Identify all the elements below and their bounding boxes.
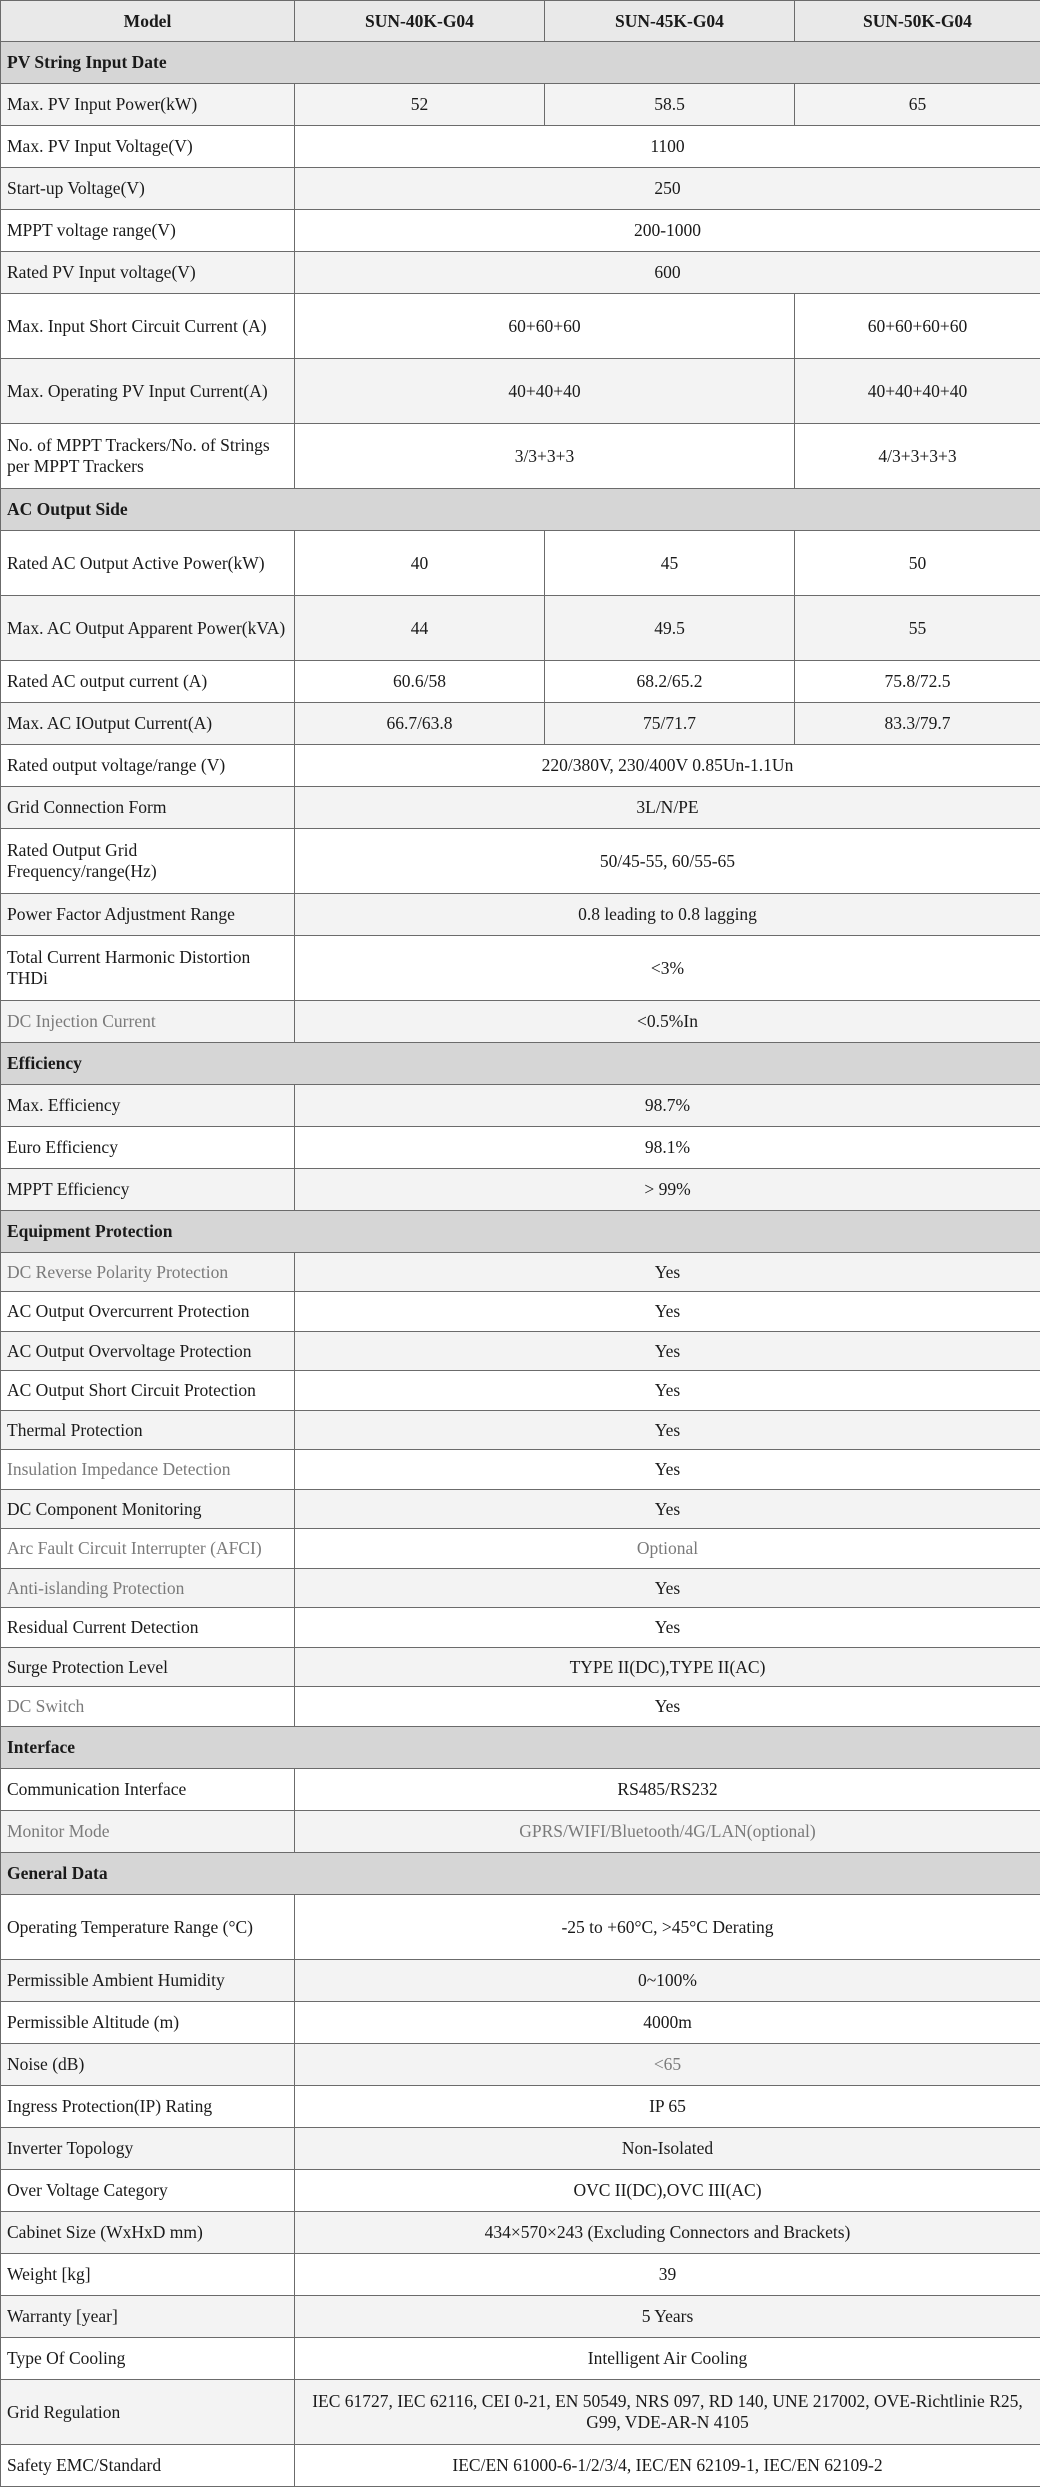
spec-value: 5 Years	[295, 2296, 1040, 2338]
spec-value: 49.5	[545, 596, 795, 661]
spec-label: Start-up Voltage(V)	[1, 168, 295, 210]
spec-row	[1, 1292, 1040, 1332]
spec-value: 60.6/58	[295, 661, 545, 703]
header-model-2: SUN-45K-G04	[545, 1, 795, 42]
spec-value: Intelligent Air Cooling	[295, 2338, 1040, 2380]
spec-row	[1, 1895, 1040, 1960]
spec-value: 52	[295, 84, 545, 126]
spec-row	[1, 1769, 1040, 1811]
spec-value: RS485/RS232	[295, 1769, 1040, 1811]
section-title: Equipment Protection	[1, 1211, 1040, 1253]
spec-label: Warranty [year]	[1, 2296, 295, 2338]
spec-value: 58.5	[545, 84, 795, 126]
spec-label: Type Of Cooling	[1, 2338, 295, 2380]
spec-row	[1, 1490, 1040, 1529]
spec-value: IP 65	[295, 2086, 1040, 2128]
spec-label: Max. AC Output Apparent Power(kVA)	[1, 596, 295, 661]
spec-value: Yes	[295, 1569, 1040, 1608]
section-row	[1, 1727, 1040, 1769]
spec-value: 0~100%	[295, 1960, 1040, 2002]
spec-value: 45	[545, 531, 795, 596]
spec-row	[1, 210, 1040, 252]
spec-label: Euro Efficiency	[1, 1127, 295, 1169]
spec-row	[1, 252, 1040, 294]
section-row	[1, 1853, 1040, 1895]
spec-label: Max. Input Short Circuit Current (A)	[1, 294, 295, 359]
header-model: Model	[1, 1, 295, 42]
spec-label: Communication Interface	[1, 1769, 295, 1811]
spec-row	[1, 1332, 1040, 1371]
spec-value: 220/380V, 230/400V 0.85Un-1.1Un	[295, 745, 1040, 787]
spec-label: DC Reverse Polarity Protection	[1, 1253, 295, 1292]
spec-value: 200-1000	[295, 210, 1040, 252]
spec-value: 40+40+40	[295, 359, 795, 424]
spec-value: 600	[295, 252, 1040, 294]
spec-value: 60+60+60	[295, 294, 795, 359]
spec-label: Over Voltage Category	[1, 2170, 295, 2212]
spec-value: 66.7/63.8	[295, 703, 545, 745]
spec-row	[1, 531, 1040, 596]
spec-value: 434×570×243 (Excluding Connectors and Brackets)	[295, 2212, 1040, 2254]
spec-label: AC Output Overvoltage Protection	[1, 1332, 295, 1371]
spec-value: 250	[295, 168, 1040, 210]
section-row	[1, 42, 1040, 84]
spec-row	[1, 294, 1040, 359]
spec-row	[1, 2128, 1040, 2170]
spec-row	[1, 2254, 1040, 2296]
spec-label: Operating Temperature Range (°C)	[1, 1895, 295, 1960]
spec-value: 98.1%	[295, 1127, 1040, 1169]
spec-label: Cabinet Size (WxHxD mm)	[1, 2212, 295, 2254]
spec-value: Optional	[295, 1529, 1040, 1569]
spec-label: Ingress Protection(IP) Rating	[1, 2086, 295, 2128]
spec-row	[1, 2002, 1040, 2044]
spec-value: Non-Isolated	[295, 2128, 1040, 2170]
spec-value: 4/3+3+3+3	[795, 424, 1040, 489]
spec-label: Safety EMC/Standard	[1, 2445, 295, 2487]
spec-label: Weight [kg]	[1, 2254, 295, 2296]
spec-label: DC Component Monitoring	[1, 1490, 295, 1529]
spec-label: Max. AC IOutput Current(A)	[1, 703, 295, 745]
spec-value: 0.8 leading to 0.8 lagging	[295, 894, 1040, 936]
spec-value: 40	[295, 531, 545, 596]
spec-value: 65	[795, 84, 1040, 126]
spec-row	[1, 1529, 1040, 1569]
spec-row	[1, 1687, 1040, 1727]
spec-label: Grid Connection Form	[1, 787, 295, 829]
spec-row	[1, 1811, 1040, 1853]
spec-label: No. of MPPT Trackers/No. of Strings per MPPT Trackers	[1, 424, 295, 489]
section-row	[1, 1043, 1040, 1085]
spec-row	[1, 2170, 1040, 2212]
spec-value: <65	[295, 2044, 1040, 2086]
spec-label: Max. Efficiency	[1, 1085, 295, 1127]
spec-row	[1, 126, 1040, 168]
spec-label: DC Injection Current	[1, 1001, 295, 1043]
spec-label: Rated output voltage/range (V)	[1, 745, 295, 787]
section-title: General Data	[1, 1853, 1040, 1895]
spec-row	[1, 2086, 1040, 2128]
spec-value: 1100	[295, 126, 1040, 168]
spec-label: Insulation Impedance Detection	[1, 1450, 295, 1490]
spec-label: Monitor Mode	[1, 1811, 295, 1853]
spec-value: 3L/N/PE	[295, 787, 1040, 829]
spec-label: DC Switch	[1, 1687, 295, 1727]
spec-row	[1, 745, 1040, 787]
spec-value: 40+40+40+40	[795, 359, 1040, 424]
spec-value: Yes	[295, 1450, 1040, 1490]
spec-row	[1, 936, 1040, 1001]
spec-label: Residual Current Detection	[1, 1608, 295, 1648]
spec-row	[1, 1450, 1040, 1490]
spec-row	[1, 829, 1040, 894]
spec-value: Yes	[295, 1332, 1040, 1371]
spec-label: Anti-islanding Protection	[1, 1569, 295, 1608]
spec-label: Permissible Altitude (m)	[1, 2002, 295, 2044]
spec-value: Yes	[295, 1371, 1040, 1411]
spec-value: Yes	[295, 1490, 1040, 1529]
spec-row	[1, 1001, 1040, 1043]
spec-row	[1, 1608, 1040, 1648]
spec-row	[1, 703, 1040, 745]
spec-value: 75.8/72.5	[795, 661, 1040, 703]
spec-value: 60+60+60+60	[795, 294, 1040, 359]
spec-row	[1, 1253, 1040, 1292]
spec-value: 68.2/65.2	[545, 661, 795, 703]
spec-row	[1, 2380, 1040, 2445]
header-row	[1, 1, 1040, 42]
spec-label: Inverter Topology	[1, 2128, 295, 2170]
spec-value: 3/3+3+3	[295, 424, 795, 489]
spec-label: Noise (dB)	[1, 2044, 295, 2086]
spec-label: Arc Fault Circuit Interrupter (AFCI)	[1, 1529, 295, 1569]
spec-row	[1, 2296, 1040, 2338]
spec-value: OVC II(DC),OVC III(AC)	[295, 2170, 1040, 2212]
spec-label: Max. PV Input Power(kW)	[1, 84, 295, 126]
spec-row	[1, 596, 1040, 661]
spec-label: Power Factor Adjustment Range	[1, 894, 295, 936]
spec-value: -25 to +60°C, >45°C Derating	[295, 1895, 1040, 1960]
spec-value: Yes	[295, 1411, 1040, 1450]
spec-row	[1, 1960, 1040, 2002]
spec-value: Yes	[295, 1292, 1040, 1332]
spec-row	[1, 168, 1040, 210]
section-title: Interface	[1, 1727, 1040, 1769]
spec-row	[1, 894, 1040, 936]
spec-label: Max. Operating PV Input Current(A)	[1, 359, 295, 424]
spec-row	[1, 661, 1040, 703]
spec-row	[1, 1648, 1040, 1687]
spec-label: Permissible Ambient Humidity	[1, 1960, 295, 2002]
spec-row	[1, 1085, 1040, 1127]
spec-label: Rated PV Input voltage(V)	[1, 252, 295, 294]
spec-value: 4000m	[295, 2002, 1040, 2044]
header-model-3: SUN-50K-G04	[795, 1, 1040, 42]
spec-value: Yes	[295, 1253, 1040, 1292]
section-row	[1, 1211, 1040, 1253]
spec-label: Rated Output Grid Frequency/range(Hz)	[1, 829, 295, 894]
spec-value: 50	[795, 531, 1040, 596]
spec-value: IEC/EN 61000-6-1/2/3/4, IEC/EN 62109-1, IEC/EN 62109-2	[295, 2445, 1040, 2487]
spec-value: 75/71.7	[545, 703, 795, 745]
spec-row	[1, 1371, 1040, 1411]
spec-row	[1, 359, 1040, 424]
spec-label: Rated AC output current (A)	[1, 661, 295, 703]
section-row	[1, 489, 1040, 531]
section-title: AC Output Side	[1, 489, 1040, 531]
section-title: Efficiency	[1, 1043, 1040, 1085]
spec-label: Grid Regulation	[1, 2380, 295, 2445]
spec-label: Total Current Harmonic Distortion THDi	[1, 936, 295, 1001]
spec-row	[1, 2044, 1040, 2086]
spec-value: TYPE II(DC),TYPE II(AC)	[295, 1648, 1040, 1687]
spec-row	[1, 1127, 1040, 1169]
section-title: PV String Input Date	[1, 42, 1040, 84]
spec-body	[1, 42, 1040, 2487]
spec-label: MPPT voltage range(V)	[1, 210, 295, 252]
spec-value: 55	[795, 596, 1040, 661]
spec-row	[1, 84, 1040, 126]
spec-value: 98.7%	[295, 1085, 1040, 1127]
spec-label: MPPT Efficiency	[1, 1169, 295, 1211]
spec-value: 83.3/79.7	[795, 703, 1040, 745]
spec-value: IEC 61727, IEC 62116, CEI 0-21, EN 50549, NRS 097, RD 140, UNE 217002, OVE-Richtlinie R25, G99, VDE-AR-N 4105	[295, 2380, 1040, 2445]
spec-row	[1, 2212, 1040, 2254]
spec-label: AC Output Overcurrent Protection	[1, 1292, 295, 1332]
spec-row	[1, 787, 1040, 829]
spec-value: Yes	[295, 1608, 1040, 1648]
spec-value: 50/45-55, 60/55-65	[295, 829, 1040, 894]
spec-row	[1, 2338, 1040, 2380]
spec-row	[1, 1169, 1040, 1211]
spec-value: 44	[295, 596, 545, 661]
spec-value: Yes	[295, 1687, 1040, 1727]
spec-label: Max. PV Input Voltage(V)	[1, 126, 295, 168]
spec-label: Thermal Protection	[1, 1411, 295, 1450]
header-model-1: SUN-40K-G04	[295, 1, 545, 42]
spec-value: > 99%	[295, 1169, 1040, 1211]
spec-label: Surge Protection Level	[1, 1648, 295, 1687]
spec-row	[1, 1569, 1040, 1608]
spec-value: GPRS/WIFI/Bluetooth/4G/LAN(optional)	[295, 1811, 1040, 1853]
spec-row	[1, 1411, 1040, 1450]
spec-label: Rated AC Output Active Power(kW)	[1, 531, 295, 596]
spec-value: <3%	[295, 936, 1040, 1001]
spec-row	[1, 424, 1040, 489]
spec-label: AC Output Short Circuit Protection	[1, 1371, 295, 1411]
spec-value: 39	[295, 2254, 1040, 2296]
spec-value: <0.5%In	[295, 1001, 1040, 1043]
